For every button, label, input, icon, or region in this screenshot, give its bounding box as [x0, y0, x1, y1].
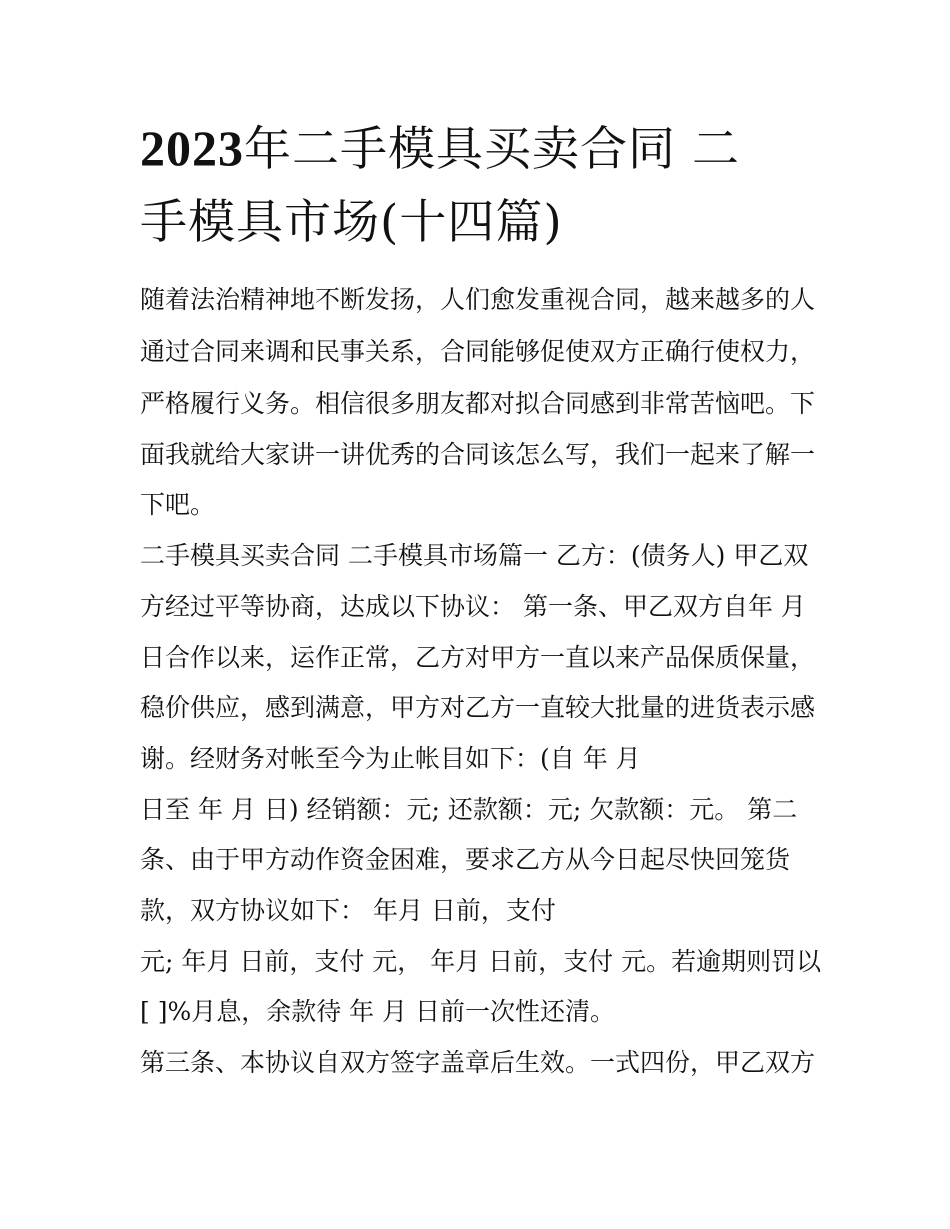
paragraph-line: 面我就给大家讲一讲优秀的合同该怎么写，我们一起来了解一 [140, 440, 816, 469]
paragraph-line: 日至 年 月 日) 经销额：元; 还款额：元; 欠款额：元。 第二 [140, 795, 798, 824]
title-text-1: 年二手模具买卖合同 二 [244, 122, 740, 177]
paragraph-line: 稳价供应，感到满意，甲方对乙方一直较大批量的进货表示感 [140, 693, 816, 722]
paragraph-line: 通过合同来调和民事关系，合同能够促使双方正确行使权力， [140, 337, 816, 366]
paragraph-line: 款，双方协议如下： 年月 日前，支付 [140, 896, 556, 925]
paragraph-line: 日合作以来，运作正常，乙方对甲方一直以来产品保质保量， [140, 643, 816, 672]
paragraph-line: 随着法治精神地不断发扬，人们愈发重视合同，越来越多的人 [140, 285, 816, 314]
paragraph-line: 元; 年月 日前，支付 元， 年月 日前，支付 元。若逾期则罚以 [140, 947, 822, 976]
document-title-line-1 [140, 120, 740, 178]
paragraph-line: 方经过平等协商，达成以下协议： 第一条、甲乙双方自年 月 [140, 592, 806, 621]
title-year: 2023 [140, 120, 244, 176]
paragraph-line: 二手模具买卖合同 二手模具市场篇一 乙方：(债务人) 甲乙双 [140, 541, 809, 570]
paragraph-line: 谢。经财务对帐至今为止帐目如下：(自 年 月 [140, 744, 641, 773]
paragraph-line: 严格履行义务。相信很多朋友都对拟合同感到非常苦恼吧。下 [140, 389, 816, 418]
paragraph-line: [ ]%月息，余款待 年 月 日前一次性还清。 [140, 997, 616, 1026]
paragraph-line: 第三条、本协议自双方签字盖章后生效。一式四份，甲乙双方 [140, 1048, 816, 1077]
document-title-line-2: 手模具市场(十四篇) [140, 195, 563, 250]
paragraph-line: 条、由于甲方动作资金困难，要求乙方从今日起尽快回笼货 [140, 845, 791, 874]
paragraph-line: 下吧。 [140, 490, 216, 519]
